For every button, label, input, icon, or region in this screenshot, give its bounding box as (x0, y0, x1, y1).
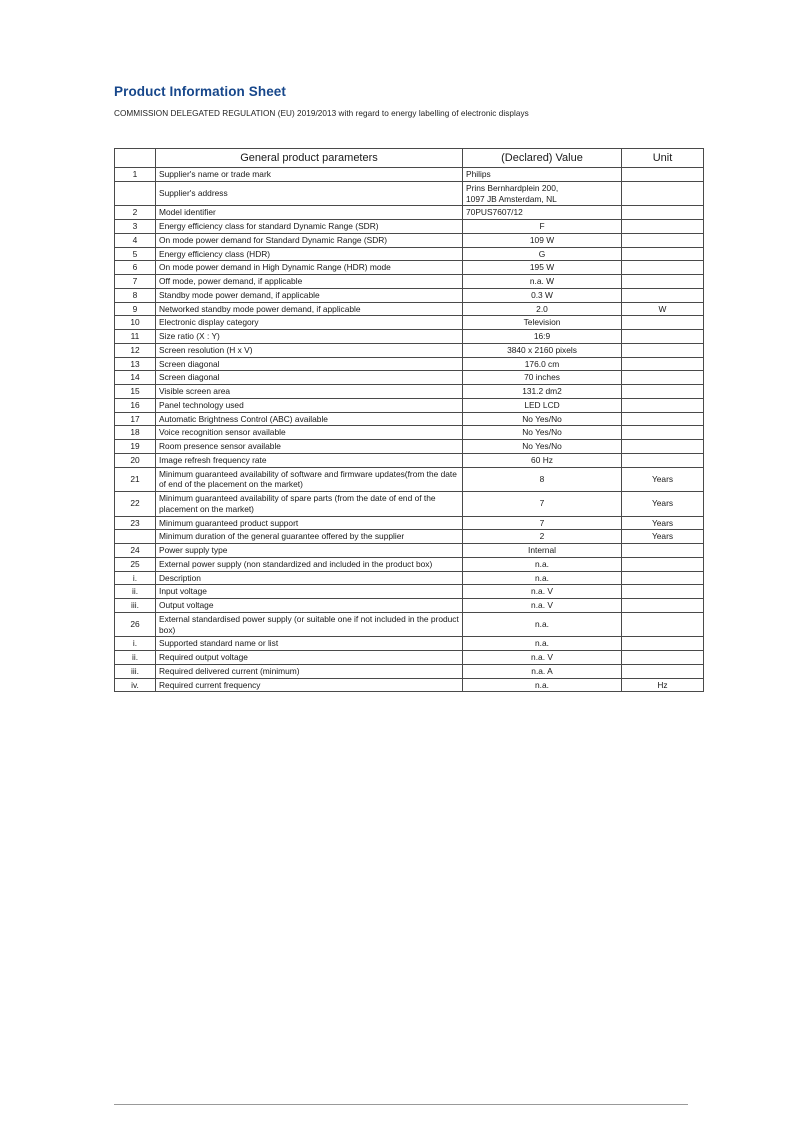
row-number: i. (115, 571, 156, 585)
row-unit (622, 181, 704, 206)
row-parameter: Energy efficiency class for standard Dynamic Range (SDR) (156, 220, 463, 234)
table-row (115, 612, 704, 637)
row-number: 8 (115, 288, 156, 302)
row-value: 195 W (463, 261, 622, 275)
row-unit (622, 664, 704, 678)
table-row (115, 440, 704, 454)
table-row (115, 181, 704, 206)
row-value: No Yes/No (463, 426, 622, 440)
row-value: n.a. (463, 678, 622, 692)
row-unit (622, 651, 704, 665)
row-value: n.a. (463, 612, 622, 637)
row-unit (622, 330, 704, 344)
row-unit (622, 412, 704, 426)
table-row (115, 206, 704, 220)
table-row (115, 168, 704, 182)
row-number: 25 (115, 557, 156, 571)
row-unit (622, 233, 704, 247)
row-unit: Years (622, 516, 704, 530)
row-value: 2.0 (463, 302, 622, 316)
row-value: Internal (463, 544, 622, 558)
row-value: LED LCD (463, 398, 622, 412)
row-value: 7 (463, 492, 622, 517)
row-parameter: Minimum guaranteed availability of spare parts (from the date of end of the placement on the market) (156, 492, 463, 517)
row-parameter: External power supply (non standardized and included in the product box) (156, 557, 463, 571)
row-number: 4 (115, 233, 156, 247)
row-parameter: Required delivered current (minimum) (156, 664, 463, 678)
row-number: i. (115, 637, 156, 651)
row-unit (622, 544, 704, 558)
table-row (115, 302, 704, 316)
table-body (115, 149, 704, 692)
row-number: 1 (115, 168, 156, 182)
row-value: 2 (463, 530, 622, 544)
row-value: n.a. V (463, 585, 622, 599)
product-parameters-table (114, 148, 704, 692)
row-value: n.a. (463, 571, 622, 585)
row-unit (622, 398, 704, 412)
row-unit: W (622, 302, 704, 316)
table-row (115, 412, 704, 426)
row-unit (622, 599, 704, 613)
row-value: 176.0 cm (463, 357, 622, 371)
row-unit (622, 168, 704, 182)
table-row (115, 343, 704, 357)
row-number: 15 (115, 385, 156, 399)
row-parameter: Required output voltage (156, 651, 463, 665)
row-parameter: Screen diagonal (156, 371, 463, 385)
row-parameter: External standardised power supply (or suitable one if not included in the product box) (156, 612, 463, 637)
row-number: 3 (115, 220, 156, 234)
table-row (115, 664, 704, 678)
row-value: n.a. V (463, 651, 622, 665)
table-row (115, 530, 704, 544)
row-value: n.a. V (463, 599, 622, 613)
row-parameter: Visible screen area (156, 385, 463, 399)
row-number: 14 (115, 371, 156, 385)
row-number: iii. (115, 599, 156, 613)
table-row (115, 426, 704, 440)
row-number: 13 (115, 357, 156, 371)
row-unit (622, 612, 704, 637)
row-parameter: Minimum guaranteed availability of software and firmware updates(from the date of end of the placement on the market) (156, 467, 463, 492)
table-row (115, 261, 704, 275)
row-value: 70PUS7607/12 (463, 206, 622, 220)
row-number: 16 (115, 398, 156, 412)
row-value: 131.2 dm2 (463, 385, 622, 399)
row-unit (622, 275, 704, 289)
row-value: 70 inches (463, 371, 622, 385)
row-parameter: Energy efficiency class (HDR) (156, 247, 463, 261)
row-unit: Years (622, 492, 704, 517)
row-value: F (463, 220, 622, 234)
table-row (115, 585, 704, 599)
row-number: 11 (115, 330, 156, 344)
row-parameter: On mode power demand for Standard Dynamic Range (SDR) (156, 233, 463, 247)
row-value: Prins Bernhardplein 200, 1097 JB Amsterdam, NL (463, 181, 622, 206)
row-parameter: Minimum duration of the general guarantee offered by the supplier (156, 530, 463, 544)
table-row (115, 288, 704, 302)
row-value: 60 Hz (463, 453, 622, 467)
row-unit (622, 571, 704, 585)
row-unit: Hz (622, 678, 704, 692)
row-parameter: Power supply type (156, 544, 463, 558)
row-number: ii. (115, 585, 156, 599)
table-row (115, 275, 704, 289)
row-parameter: Electronic display category (156, 316, 463, 330)
table-row (115, 453, 704, 467)
row-value: Television (463, 316, 622, 330)
row-parameter: Image refresh frequency rate (156, 453, 463, 467)
row-unit (622, 440, 704, 454)
row-value: n.a. W (463, 275, 622, 289)
row-unit (622, 453, 704, 467)
row-value: 0.3 W (463, 288, 622, 302)
row-value: 16:9 (463, 330, 622, 344)
row-parameter: Input voltage (156, 585, 463, 599)
row-parameter: Minimum guaranteed product support (156, 516, 463, 530)
row-parameter: Supplier's address (156, 181, 463, 206)
row-value: n.a. (463, 557, 622, 571)
table-row (115, 544, 704, 558)
row-unit (622, 206, 704, 220)
row-unit (622, 426, 704, 440)
table-row (115, 557, 704, 571)
row-unit (622, 385, 704, 399)
table-row (115, 678, 704, 692)
row-parameter: Supported standard name or list (156, 637, 463, 651)
row-unit (622, 637, 704, 651)
row-unit (622, 288, 704, 302)
row-value: Philips (463, 168, 622, 182)
table-row (115, 599, 704, 613)
table-row (115, 492, 704, 517)
row-number: 26 (115, 612, 156, 637)
row-parameter: Room presence sensor available (156, 440, 463, 454)
row-number (115, 530, 156, 544)
row-parameter: Model identifier (156, 206, 463, 220)
row-parameter: Standby mode power demand, if applicable (156, 288, 463, 302)
row-value: n.a. A (463, 664, 622, 678)
footer-divider (114, 1104, 688, 1105)
row-parameter: Description (156, 571, 463, 585)
row-parameter: Off mode, power demand, if applicable (156, 275, 463, 289)
table-header-row (115, 149, 704, 168)
row-number: 2 (115, 206, 156, 220)
row-value: 8 (463, 467, 622, 492)
table-row (115, 371, 704, 385)
row-unit: Years (622, 530, 704, 544)
row-number: 24 (115, 544, 156, 558)
table-row (115, 398, 704, 412)
row-number (115, 181, 156, 206)
table-row (115, 330, 704, 344)
row-number: 5 (115, 247, 156, 261)
row-parameter: Supplier's name or trade mark (156, 168, 463, 182)
header-parameter: General product parameters (156, 149, 463, 168)
page-title: Product Information Sheet (114, 84, 287, 99)
row-value: 109 W (463, 233, 622, 247)
row-number: 22 (115, 492, 156, 517)
table-row (115, 385, 704, 399)
row-unit (622, 316, 704, 330)
row-unit (622, 261, 704, 275)
row-parameter: Required current frequency (156, 678, 463, 692)
row-parameter: Networked standby mode power demand, if applicable (156, 302, 463, 316)
row-unit (622, 357, 704, 371)
row-value: n.a. (463, 637, 622, 651)
row-value: No Yes/No (463, 412, 622, 426)
table-row (115, 571, 704, 585)
row-number: 23 (115, 516, 156, 530)
regulation-subtitle: COMMISSION DELEGATED REGULATION (EU) 2019/2013 with regard to energy labelling of electronic displays (114, 109, 529, 118)
table-row (115, 467, 704, 492)
row-number: 18 (115, 426, 156, 440)
row-unit (622, 220, 704, 234)
row-number: 6 (115, 261, 156, 275)
row-value: 3840 x 2160 pixels (463, 343, 622, 357)
row-value: 7 (463, 516, 622, 530)
header-num (115, 149, 156, 168)
row-unit (622, 557, 704, 571)
table-row (115, 516, 704, 530)
row-number: 12 (115, 343, 156, 357)
header-unit: Unit (622, 149, 704, 168)
row-number: iv. (115, 678, 156, 692)
row-parameter: On mode power demand in High Dynamic Range (HDR) mode (156, 261, 463, 275)
row-parameter: Panel technology used (156, 398, 463, 412)
row-unit: Years (622, 467, 704, 492)
row-number: iii. (115, 664, 156, 678)
row-parameter: Voice recognition sensor available (156, 426, 463, 440)
row-number: ii. (115, 651, 156, 665)
row-parameter: Screen diagonal (156, 357, 463, 371)
row-unit (622, 343, 704, 357)
row-number: 7 (115, 275, 156, 289)
table-row (115, 220, 704, 234)
row-unit (622, 585, 704, 599)
row-parameter: Automatic Brightness Control (ABC) available (156, 412, 463, 426)
table-row (115, 247, 704, 261)
row-value: No Yes/No (463, 440, 622, 454)
row-number: 10 (115, 316, 156, 330)
row-value: G (463, 247, 622, 261)
row-unit (622, 371, 704, 385)
row-number: 19 (115, 440, 156, 454)
row-parameter: Output voltage (156, 599, 463, 613)
table-row (115, 651, 704, 665)
row-number: 17 (115, 412, 156, 426)
table-row (115, 357, 704, 371)
table-row (115, 316, 704, 330)
table-row (115, 233, 704, 247)
header-value: (Declared) Value (463, 149, 622, 168)
row-number: 20 (115, 453, 156, 467)
table-row (115, 637, 704, 651)
row-number: 21 (115, 467, 156, 492)
row-unit (622, 247, 704, 261)
row-number: 9 (115, 302, 156, 316)
row-parameter: Screen resolution (H x V) (156, 343, 463, 357)
row-parameter: Size ratio (X : Y) (156, 330, 463, 344)
